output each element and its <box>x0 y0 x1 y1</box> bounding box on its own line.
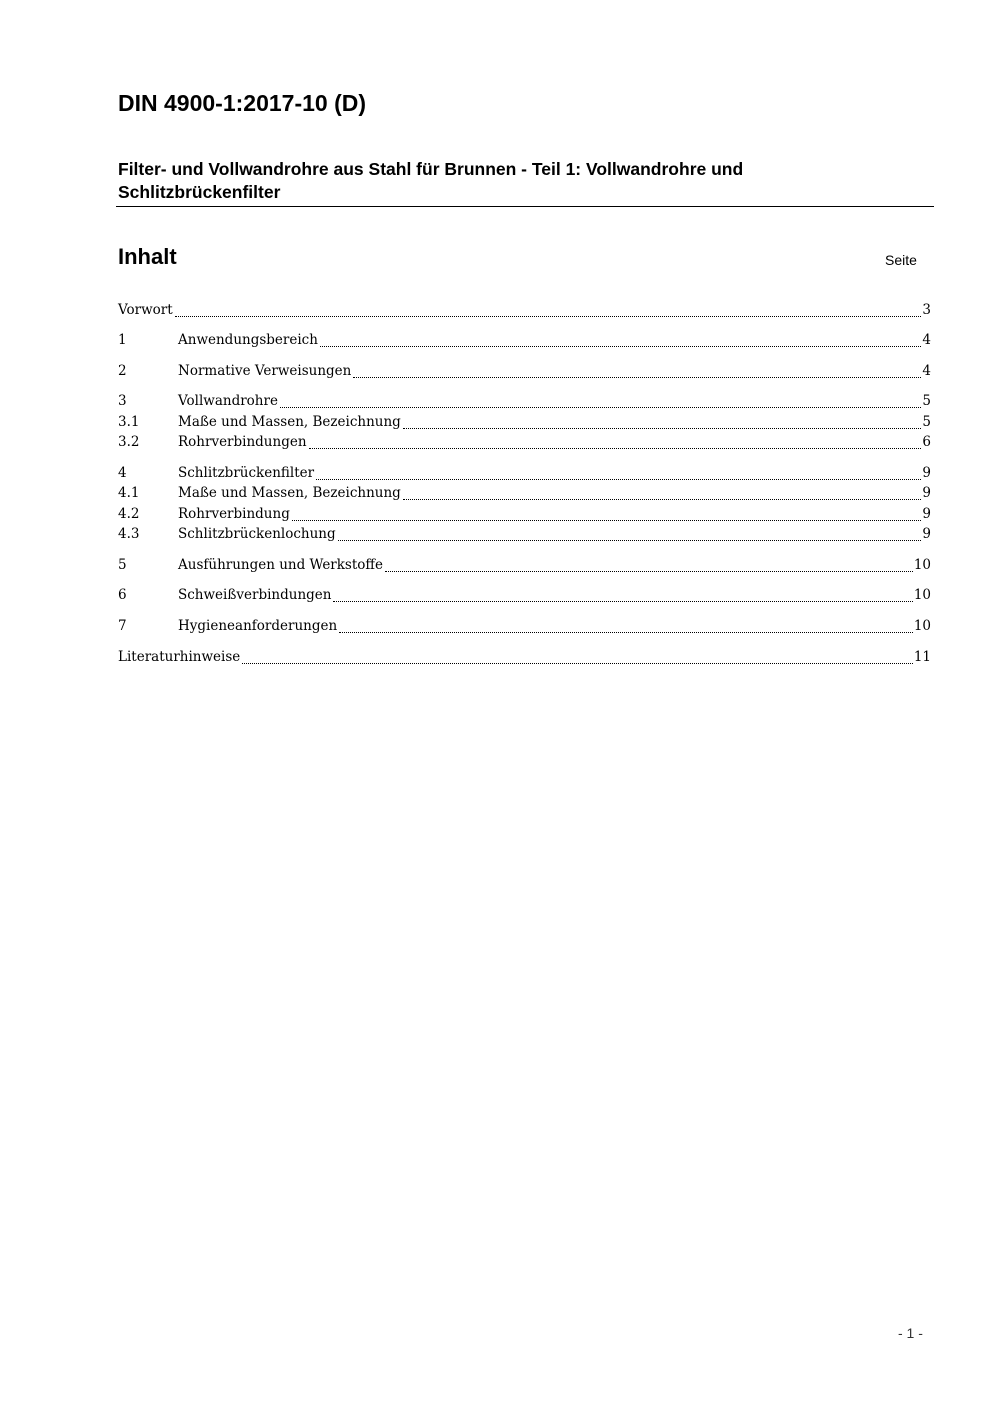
toc-entry-number: 3.2 <box>118 434 140 450</box>
toc-dot-leader <box>353 376 921 378</box>
toc-entry-number: 4.2 <box>118 506 140 522</box>
toc-dot-leader <box>385 570 913 572</box>
toc-entry-page: 4 <box>922 363 931 379</box>
toc-entry-number: 7 <box>118 618 127 634</box>
toc-entry-3[interactable] <box>118 393 931 413</box>
toc-dot-leader <box>175 315 922 317</box>
toc-dot-leader <box>403 498 922 500</box>
toc-dot-leader <box>338 539 922 541</box>
toc-entry-page: 10 <box>913 557 931 573</box>
toc-dot-leader <box>309 447 922 449</box>
toc-entry-number: 4.1 <box>118 485 140 501</box>
toc-entry-page: 4 <box>922 332 931 348</box>
toc-page-column-label: Seite <box>885 252 917 268</box>
toc-entry-2[interactable] <box>118 363 931 383</box>
toc-dot-leader <box>242 662 913 664</box>
toc-entry-6[interactable] <box>118 587 931 607</box>
toc-entry-4-3[interactable] <box>118 526 931 546</box>
toc-entry-page: 5 <box>922 393 931 409</box>
toc-entry-page: 9 <box>922 465 931 481</box>
toc-entry-4-2[interactable] <box>118 506 931 526</box>
toc-dot-leader <box>316 478 921 480</box>
toc-entry-4-1[interactable] <box>118 485 931 505</box>
toc-entry-number: 3.1 <box>118 414 140 430</box>
toc-entry-title: Vorwort <box>118 302 173 318</box>
toc-entry-title: Ausführungen und Werkstoffe <box>178 557 383 573</box>
toc-entry-title: Maße und Massen, Bezeichnung <box>178 414 401 430</box>
toc-entry-4[interactable] <box>118 465 931 485</box>
toc-entry-title: Literaturhinweise <box>118 649 241 665</box>
document-id: DIN 4900-1:2017-10 (D) <box>118 90 367 116</box>
toc-entry-3-1[interactable] <box>118 414 931 434</box>
toc-entry-title: Schweißverbindungen <box>178 587 332 603</box>
toc-entry-number: 1 <box>118 332 127 348</box>
toc-entry-title: Schlitzbrückenlochung <box>178 526 336 542</box>
toc-entry-title: Rohrverbindung <box>178 506 290 522</box>
toc-entry-page: 10 <box>913 618 931 634</box>
toc-entry-1[interactable] <box>118 332 931 352</box>
toc-entry-number: 4 <box>118 465 127 481</box>
toc-entry-page: 3 <box>922 302 931 318</box>
toc-entry-title: Anwendungsbereich <box>178 332 318 348</box>
title-divider <box>116 206 934 207</box>
toc-entry-number: 3 <box>118 393 127 409</box>
toc-entry-literaturhinweise[interactable] <box>118 649 931 669</box>
toc-entry-page: 5 <box>922 414 931 430</box>
toc-entry-page: 9 <box>922 526 931 542</box>
toc-dot-leader <box>333 600 912 602</box>
toc-entry-vorwort[interactable] <box>118 302 931 322</box>
toc-entry-title: Normative Verweisungen <box>178 363 352 379</box>
toc-entry-number: 6 <box>118 587 127 603</box>
toc-entry-page: 10 <box>913 587 931 603</box>
toc-entry-title: Rohrverbindungen <box>178 434 307 450</box>
toc-entry-number: 5 <box>118 557 127 573</box>
page-number: - 1 - <box>898 1325 923 1341</box>
toc-dot-leader <box>339 631 913 633</box>
toc-entry-title: Schlitzbrückenfilter <box>178 465 315 481</box>
toc-entry-page: 6 <box>922 434 931 450</box>
toc-dot-leader <box>280 406 921 408</box>
toc-entry-7[interactable] <box>118 618 931 638</box>
toc-entry-5[interactable] <box>118 557 931 577</box>
toc-entry-3-2[interactable] <box>118 434 931 454</box>
toc-entry-number: 2 <box>118 363 127 379</box>
toc-entry-title: Hygieneanforderungen <box>178 618 338 634</box>
toc-heading: Inhalt <box>118 244 177 269</box>
toc-dot-leader <box>403 427 922 429</box>
toc-entry-title: Vollwandrohre <box>178 393 278 409</box>
toc-entry-page: 9 <box>922 506 931 522</box>
toc-entry-title: Maße und Massen, Bezeichnung <box>178 485 401 501</box>
toc-dot-leader <box>320 345 921 347</box>
toc-entry-page: 11 <box>913 649 931 665</box>
toc-dot-leader <box>292 519 922 521</box>
toc-entry-page: 9 <box>922 485 931 501</box>
document-title: Filter- und Vollwandrohre aus Stahl für Brunnen - Teil 1: Vollwandrohre und Schlitzbrückenfilter <box>118 159 744 202</box>
toc-entry-number: 4.3 <box>118 526 140 542</box>
